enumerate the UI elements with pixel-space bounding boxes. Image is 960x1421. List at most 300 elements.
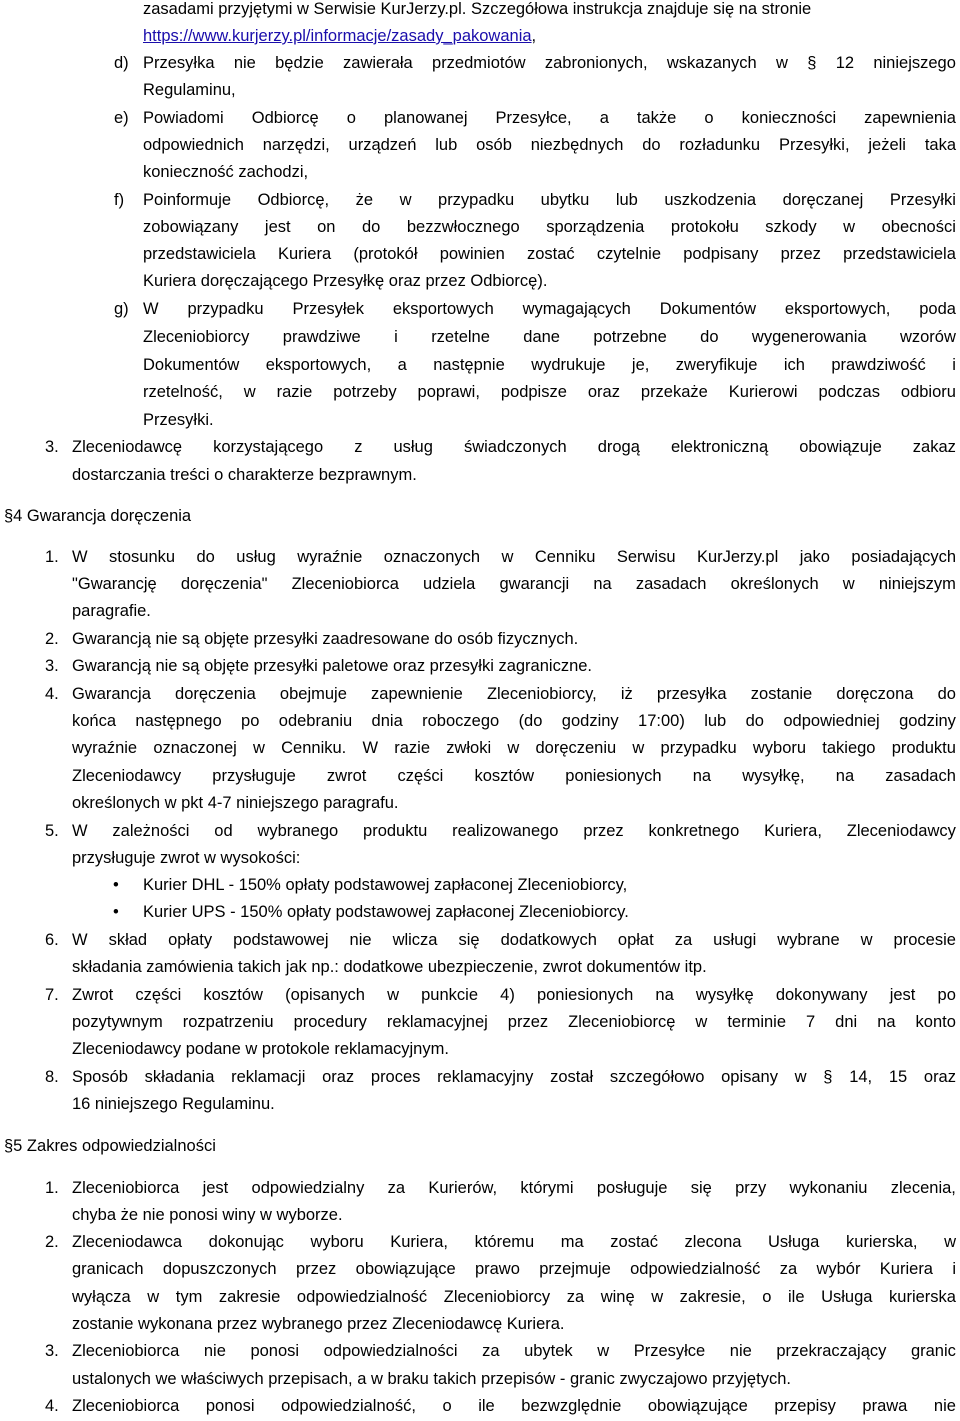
bullet-icon: • [113,876,119,894]
word: Zwrot [72,986,114,1004]
word: w [843,218,856,236]
word: odpowiedzialność, [281,1397,416,1415]
word: Powiadomi [143,109,224,127]
word: przez [583,822,624,840]
word: godziny [561,712,619,730]
word: do [700,328,719,346]
item-g-line-1 [143,296,956,323]
word: gwarancji [499,575,570,593]
word: opłaty [168,931,213,949]
s5-item-4-line-1 [72,1393,956,1420]
word: i [952,1260,956,1278]
word: taka [924,136,956,154]
word: procedury [293,1013,367,1031]
word: obowiązujące [355,1260,456,1278]
word: na [593,575,612,593]
word: oraz [322,1068,355,1086]
word: odpowiedniej [783,712,880,730]
word: Poinformuje [143,191,232,209]
word: do [937,685,956,703]
item-g-line-3 [143,352,956,379]
s5-item-3-line-1 [72,1338,956,1365]
word: je, [631,356,650,374]
word: świadczonych [463,438,567,456]
word: tym [175,1288,203,1306]
word: za [566,1288,585,1306]
word: doręczenia" [180,575,268,593]
word: narzędzi, [262,136,330,154]
word: w [944,1233,956,1251]
word: zwrot [326,767,367,785]
word: jako [799,548,830,566]
word: przesyłka [656,685,727,703]
word: w [243,383,256,401]
s4-item-7-line-1 [72,982,956,1009]
word: opisany [721,1068,778,1086]
word: wykonaniu [789,1179,868,1197]
s4-item-1-line-3: paragrafie. [72,602,151,620]
word: określonych [730,575,819,593]
word: odpowiedzialny [251,1179,365,1197]
word: rzetelne [431,328,490,346]
word: do [361,218,381,236]
word: W [72,548,88,566]
word: usług [236,548,276,566]
word: Kuriera [277,245,332,263]
word: konkretnego [648,822,740,840]
s4-item-3-marker: 3. [45,657,59,675]
word: zakaz [912,438,956,456]
word: Zleceniodawca [72,1233,183,1251]
word: powinien [439,245,505,263]
word: Gwarancja [72,685,151,703]
s4-item-7-line-2 [72,1009,956,1036]
word: roboczego [422,712,500,730]
word: takiego [822,739,876,757]
word: (do [518,712,543,730]
word: doręczona [836,685,914,703]
word: dane [523,328,560,346]
word: zostać [526,245,575,263]
word: części [135,986,182,1004]
word: 14, [849,1068,873,1086]
s4-item-5-marker: 5. [45,822,59,840]
word: w [147,1288,160,1306]
word: oznaczonych [383,548,481,566]
word: ponosi [205,1397,255,1415]
word: w [695,1013,708,1031]
word: zasadach [885,767,956,785]
word: prawa [862,1397,908,1415]
word: dokonywany [775,986,868,1004]
word: 7 [806,1013,816,1031]
word: wyboru [752,739,807,757]
word: zobowiązany [143,218,239,236]
word: odpowiednich [143,136,244,154]
word: następnie [433,356,505,374]
word: on [317,218,336,236]
word: uszkodzenia [664,191,757,209]
word: prawdziwość [831,356,926,374]
s4-item-4-line-3 [72,735,956,762]
s4-item-4-line-1 [72,681,956,708]
s4-item-6-marker: 6. [45,931,59,949]
word: Zleceniobiorcy, [486,685,597,703]
word: ich [783,356,805,374]
word: zawierała [343,54,413,72]
s4-item-1-line-1 [72,544,956,571]
word: obecności [881,218,956,236]
word: którymi [520,1179,574,1197]
word: o [762,1288,772,1306]
word: przedstawiciela [143,245,256,263]
word: w [387,986,399,1004]
word: wysyłkę, [742,767,805,785]
word: Zleceniobiorca [72,1397,180,1415]
word: Przesyłce [633,1342,706,1360]
word: Kurierów, [428,1179,498,1197]
word: Zleceniobiorcy [443,1288,551,1306]
word: Zleceniobiorca [72,1179,180,1197]
word: lub [615,191,638,209]
word: Zleceniodawcy [846,822,956,840]
word: szczegółowo [609,1068,705,1086]
word: jeżeli [868,136,906,154]
word: (opisanych [285,986,365,1004]
word: 12 [835,54,855,72]
word: oraz [587,383,620,401]
word: podczas [818,383,880,401]
word: ubytku [540,191,590,209]
word: iż [620,685,633,703]
word: odpowiedzialności [323,1342,458,1360]
word: lub [435,136,458,154]
word: do [196,548,215,566]
word: drogą [597,438,640,456]
item-f-marker: f) [114,191,125,209]
word: w [597,1342,610,1360]
word: produktu [891,739,956,757]
word: został [550,1068,594,1086]
item-f-line-2 [143,214,956,241]
word: § [807,54,817,72]
word: usług [393,438,433,456]
word: w [632,739,645,757]
word: W [72,822,88,840]
word: Kuriera [879,1260,933,1278]
word: a [599,109,609,127]
word: granicach [72,1260,144,1278]
word: kosztów [474,767,535,785]
word: Zleceniobiorcy [143,328,250,346]
word: osób [476,136,512,154]
word: "Gwarancję [72,575,157,593]
word: zwłoki [446,739,492,757]
word: Dokumentów [659,300,757,318]
word: poniesionych [536,986,634,1004]
word: odbioru [900,383,956,401]
word: jest [202,1179,229,1197]
word: reklamacji [231,1068,306,1086]
word: wybrane [777,931,840,949]
word: do [642,136,661,154]
word: zapewnienie [371,685,463,703]
s4-item-1-line-2 [72,571,956,598]
word: w [651,1288,664,1306]
word: w [776,54,788,72]
word: wyraźnie [72,739,138,757]
word: opłat [617,931,654,949]
word: kurierska [889,1288,956,1306]
word: razie [394,739,430,757]
intro-line-1: zasadami przyjętymi w Serwisie KurJerzy.pl. Szczegółowa instrukcja znajduje się na stronie [143,0,812,18]
word: Kuriera, [390,1233,449,1251]
word: zależności [112,822,190,840]
word: dodatkowych [500,931,597,949]
word: obowiązuje [799,438,882,456]
word: któremu [474,1233,535,1251]
word: terminie [727,1013,787,1031]
word: ubytek [524,1342,573,1360]
word: eksportowych, [784,300,891,318]
item-g-line-2 [143,324,956,351]
word: przypadku [438,191,515,209]
word: zlecenia, [890,1179,956,1197]
word: punkcie [421,986,478,1004]
word: protokołu [670,218,739,236]
s4-item-2-text: Gwarancją nie są objęte przesyłki zaadresowane do osób fizycznych. [72,630,579,648]
word: Usługa [768,1233,820,1251]
s5-item-2-line-3 [72,1284,956,1311]
word: przekaże [640,383,708,401]
word: dni [835,1013,858,1031]
word: czytelnie [596,245,662,263]
word: zapewnienia [864,109,956,127]
word: doręczanej [782,191,864,209]
word: potrzeby [333,383,397,401]
word: zasadach [635,575,707,593]
s5-item-2-line-2 [72,1256,956,1283]
word: Zleceniobiorca [72,1342,180,1360]
word: bezzwłocznego [406,218,520,236]
word: zlecona [684,1233,742,1251]
word: kosztów [203,986,263,1004]
word: rozpatrzeniu [182,1013,274,1031]
word: razie [276,383,313,401]
word: konieczności [741,109,837,127]
s4-item-7-line-3: Zleceniodawcy podane w protokole reklamacyjnym. [72,1040,449,1058]
word: § [823,1068,833,1086]
word: odpowiedzialność [296,1288,428,1306]
word: przepisy [774,1397,836,1415]
word: odebraniu [278,712,353,730]
word: a [397,356,407,374]
word: Serwisu [616,548,676,566]
item-f-line-3 [143,241,956,268]
word: za [387,1179,406,1197]
word: na [655,986,674,1004]
word: nie [933,1397,956,1415]
section-4-heading: §4 Gwarancja doręczenia [4,507,192,525]
word: podstawowej [233,931,329,949]
word: podpisze [500,383,567,401]
item-d-marker: d) [114,54,129,72]
word: na [877,1013,896,1031]
word: zostanie [750,685,813,703]
word: Odbiorcę, [257,191,330,209]
word: przedstawiciela [843,245,956,263]
word: odpowiedzialność [630,1260,761,1278]
s4-item-5-line-2: przysługuje zwrot w wysokości: [72,849,301,867]
word: elektroniczną [670,438,769,456]
point-3-line-2: dostarczania treści o charakterze bezprawnym. [72,466,417,484]
word: wyboru [310,1233,364,1251]
s4-item-8-line-2: 16 niniejszego Regulaminu. [72,1095,275,1113]
word: zakresie [218,1288,281,1306]
packing-rules-link[interactable]: https://www.kurjerzy.pl/informacje/zasady_pakowania [143,27,532,45]
word: korzystającego [213,438,324,456]
word: konto [915,1013,956,1031]
word: na [692,767,712,785]
word: Zleceniobiorcę [568,1013,676,1031]
word: nie [729,1342,752,1360]
word: w [507,739,520,757]
word: się [690,1179,712,1197]
word: wymagających [522,300,631,318]
word: przez [295,1260,337,1278]
word: przez [507,1013,549,1031]
word: przejmuje [539,1260,611,1278]
word: ponosi [250,1342,300,1360]
word: ile [478,1397,495,1415]
word: pozytywnym [72,1013,163,1031]
s4-item-6-line-1 [72,927,956,954]
word: Przesyłka [143,54,215,72]
s4-item-7-marker: 7. [45,986,59,1004]
word: składania [144,1068,215,1086]
s5-item-2-marker: 2. [45,1233,59,1251]
word: (protokół [353,245,418,263]
point-3-line-1 [72,434,956,461]
word: Zleceniobiorca [291,575,399,593]
word: Odbiorcę [251,109,319,127]
word: przez [780,245,821,263]
s4-item-4-line-4 [72,763,956,790]
word: ile [788,1288,805,1306]
word: dokonując [208,1233,284,1251]
word: wlicza [392,931,438,949]
word: poprawi, [417,383,480,401]
s4-item-6-line-2: składania zamówienia takich jak np.: dodatkowe ubezpieczenie, zwrot dokumentów itp. [72,958,707,976]
s4-item-4-line-5: określonych w pkt 4-7 niniejszego paragrafu. [72,794,399,812]
word: urządzeń [348,136,417,154]
word: poda [919,300,956,318]
word: za [779,1260,798,1278]
word: obowiązujące [647,1397,748,1415]
word: jest [889,986,916,1004]
word: podpisany [683,245,759,263]
word: następnego [135,712,222,730]
word: po [241,712,260,730]
word: winę [600,1288,635,1306]
s4-item-8-marker: 8. [45,1068,59,1086]
word: z [354,438,363,456]
word: posiadających [851,548,956,566]
s4-item-4-marker: 4. [45,685,59,703]
word: przysługuje [212,767,296,785]
word: rzetelność, [143,383,223,401]
s4-item-3-text: Gwarancją nie są objęte przesyłki paletowe oraz przesyłki zagraniczne. [72,657,592,675]
word: Przesyłki [889,191,956,209]
word: wydrukuje [531,356,606,374]
word: wyłącza [72,1288,131,1306]
word: Kuriera, [764,822,822,840]
point-3-marker: 3. [45,438,59,456]
word: w [253,739,265,757]
word: granic [910,1342,956,1360]
word: przypadku [660,739,737,757]
s5-item-3-line-2: ustalonych we właściwych przepisach, a w braku takich przepisów - granic zwyczajowo przyjętych. [72,1370,791,1388]
item-e-line-1 [143,105,956,132]
word: W [362,739,379,757]
word: realizowanego [452,822,559,840]
word: od [214,822,233,840]
word: za [482,1342,500,1360]
word: stosunku [109,548,176,566]
word: niezbędnych [530,136,624,154]
word: Cenniku. [281,739,347,757]
word: Sposób [72,1068,128,1086]
word: prawo [474,1260,520,1278]
word: obejmuje [279,685,347,703]
word: zweryfikuje [675,356,758,374]
item-e-line-3: konieczność zachodzi, [143,163,309,181]
word: w [501,548,514,566]
word: wygenerowania [751,328,867,346]
s4-item-1-marker: 1. [45,548,59,566]
word: usługi [713,931,757,949]
word: po [937,986,956,1004]
word: W [143,300,159,318]
word: doręczeniu [535,739,617,757]
word: niniejszego [873,54,956,72]
word: bezwzględnie [521,1397,622,1415]
s5-item-1-line-2: chyba że nie ponosi winy w wyborze. [72,1206,343,1224]
word: poniesionych [565,767,662,785]
bullet-dhl: Kurier DHL - 150% opłaty podstawowej zapłaconej Zleceniobiorcy, [143,876,628,894]
word: proces [370,1068,421,1086]
s4-item-5-line-1 [72,818,956,845]
word: zabronionych, [544,54,648,72]
word: potrzebne [593,328,667,346]
word: posługuje [596,1179,668,1197]
word: KurJerzy.pl [696,548,779,566]
word: Przesyłce, [495,109,572,127]
word: w [399,191,412,209]
intro-line-2 [143,23,536,50]
word: wysyłkę [695,986,754,1004]
word: i [952,356,956,374]
bullet-ups: Kurier UPS - 150% opłaty podstawowej zapłaconej Zleceniobiorcy. [143,903,629,921]
word: 15 [888,1068,908,1086]
word: sporządzenia [546,218,645,236]
word: oznaczonej [153,739,237,757]
item-g-line-4 [143,379,956,406]
word: Przesyłki, [778,136,850,154]
word: W [72,931,88,949]
s4-item-4-line-2 [72,708,956,735]
item-d-line-2: Regulaminu, [143,81,236,99]
